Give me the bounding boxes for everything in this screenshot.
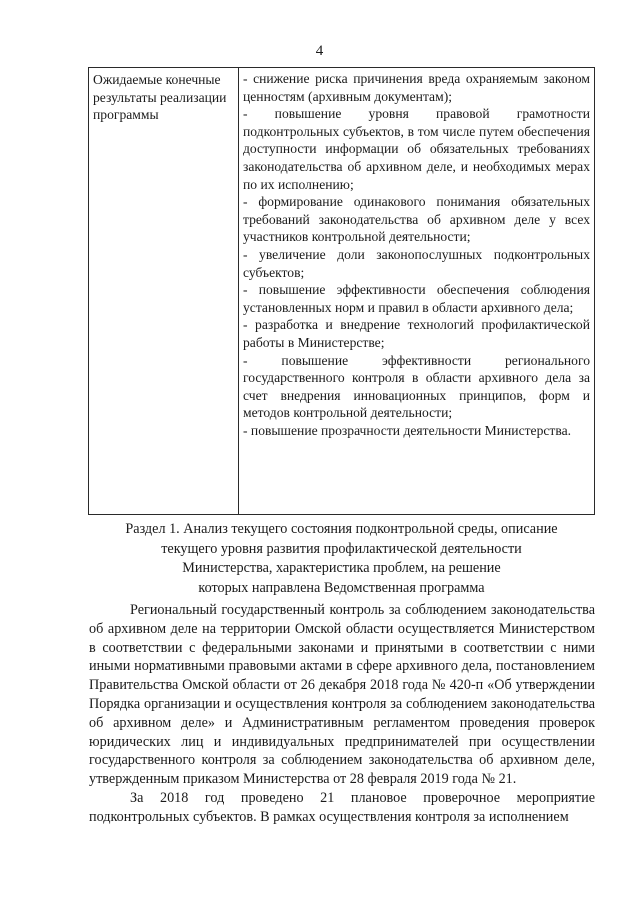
result-item: - увеличение доли законопослушных подконтрольных субъектов;	[243, 246, 590, 280]
expected-results-table	[88, 67, 595, 515]
result-item: - снижение риска причинения вреда охраняемым законом ценностям (архивным документам);	[243, 71, 590, 104]
section-heading-line: Раздел 1. Анализ текущего состояния подконтрольной среды, описание	[125, 521, 558, 537]
result-item: - повышение эффективности обеспечения соблюдения установленных норм и правил в области архивного дела;	[243, 282, 590, 315]
result-item: - формирование одинакового понимания обязательных требований законодательства об архивном деле у всех участников контрольной деятельности;	[243, 194, 590, 245]
body-text	[89, 601, 595, 827]
page-number: 4	[315, 43, 324, 59]
table-items-cell	[239, 68, 595, 515]
result-item: - повышение прозрачности деятельности Министерства.	[243, 422, 572, 438]
section-heading-line: текущего уровня развития профилактической деятельности	[161, 540, 522, 557]
result-item: - повышение эффективности регионального государственного контроля в области архивного дела за счет внедрения инновационных принципов, форм и методов контрольной деятельности;	[243, 352, 590, 421]
table-row	[89, 68, 595, 515]
section-heading	[88, 520, 595, 598]
paragraph: Региональный государственный контроль за соблюдением законодательства об архивном деле на территории Омской области осуществляется Министерством в соответствии с федеральными законами и принятыми в соответствии с ними иными нормативными правовыми актами в сфере архивного дела, постановлением Правительства Омской области от 26 декабря 2018 года № 420-п «Об утверждении Порядка организации и осуществления контроля за соблюдением законодательства об архивном деле» и Административным регламентом проведения проверок юридических лиц и индивидуальных предпринимателей при осуществлении государственного контроля за соблюдением законодательства об архивном деле, утвержденным приказом Министерства от 28 февраля 2019 года № 21.	[89, 602, 595, 788]
result-item: - повышение уровня правовой грамотности подконтрольных субъектов, в том числе путем обеспечения доступности информации об обязательных требованиях законодательства об архивном деле, и необходимых мерах по их исполнению;	[243, 106, 590, 192]
paragraph: За 2018 год проведено 21 плановое проверочное мероприятие подконтрольных субъектов. В рамках осуществления контроля за исполнением	[89, 789, 595, 825]
result-item: - разработка и внедрение технологий профилактической работы в Министерстве;	[243, 317, 590, 350]
table-label-cell: Ожидаемые конечные результаты реализации программы	[89, 68, 239, 515]
section-heading-line: Министерства, характеристика проблем, на решение	[182, 560, 501, 577]
section-heading-line: которых направлена Ведомственная программа	[198, 579, 485, 596]
